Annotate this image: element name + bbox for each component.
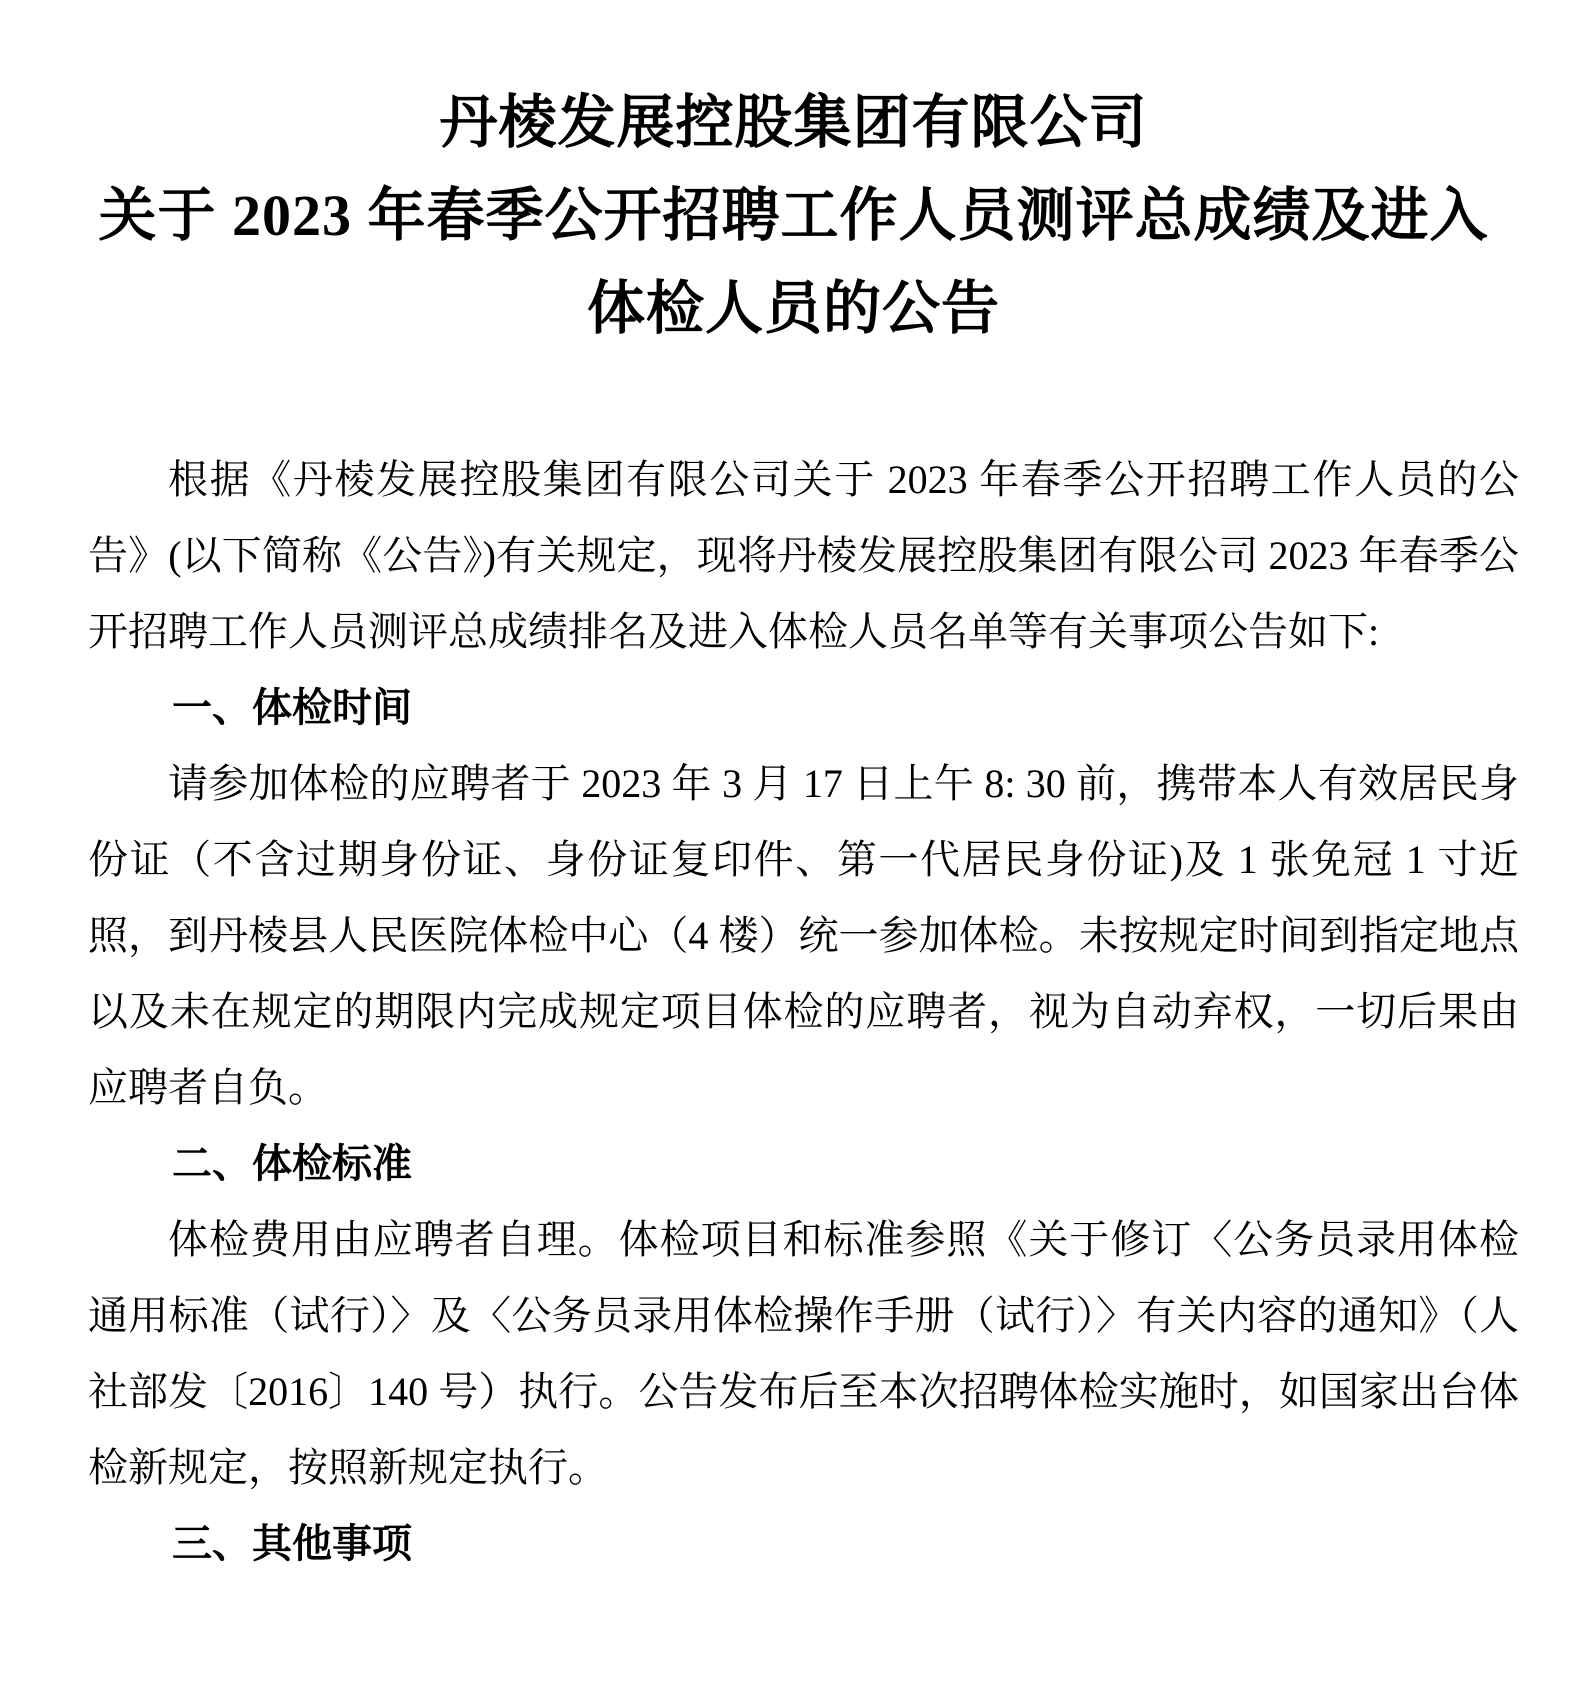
paragraph-exam-time-details: 请参加体检的应聘者于 2023 年 3 月 17 日上午 8: 30 前，携带本人有效居民身份证（不含过期身份证、身份证复印件、第一代居民身份证)及 1 张免冠 1 寸近照，到丹棱县人民医院体检中心（4 楼）统一参加体检。未按规定时间到指定地点以及未在规定的期限内完成规定项目体检的应聘者，视为自动弃权，一切后果由应聘者自负。 <box>88 761 1519 1110</box>
paragraph-intro: 根据《丹棱发展控股集团有限公司关于 2023 年春季公开招聘工作人员的公告》(以下简称《公告》)有关规定，现将丹棱发展控股集团有限公司 2023 年春季公开招聘工作人员测评总成绩排名及进入体检人员名单等有关事项公告如下: <box>88 457 1519 654</box>
document-title <box>0 76 1587 355</box>
heading-section-1-exam-time: 一、体检时间 <box>172 686 412 730</box>
heading-section-3-other-matters: 三、其他事项 <box>172 1522 412 1566</box>
heading-section-2-exam-standard: 二、体检标准 <box>172 1142 412 1186</box>
document-title-line-2: 关于 2023 年春季公开招聘工作人员测评总成绩及进入 <box>98 183 1489 248</box>
document-body <box>88 442 1519 1582</box>
document-title-line-1: 丹棱发展控股集团有限公司 <box>439 90 1148 155</box>
document-title-line-3: 体检人员的公告 <box>586 276 1000 341</box>
paragraph-exam-standard-details: 体检费用由应聘者自理。体检项目和标准参照《关于修订〈公务员录用体检通用标准（试行）〉及〈公务员录用体检操作手册（试行）〉有关内容的通知》（人社部发〔2016〕140 号）执行。公告发布后至本次招聘体检实施时，如国家出台体检新规定，按照新规定执行。 <box>88 1217 1519 1490</box>
